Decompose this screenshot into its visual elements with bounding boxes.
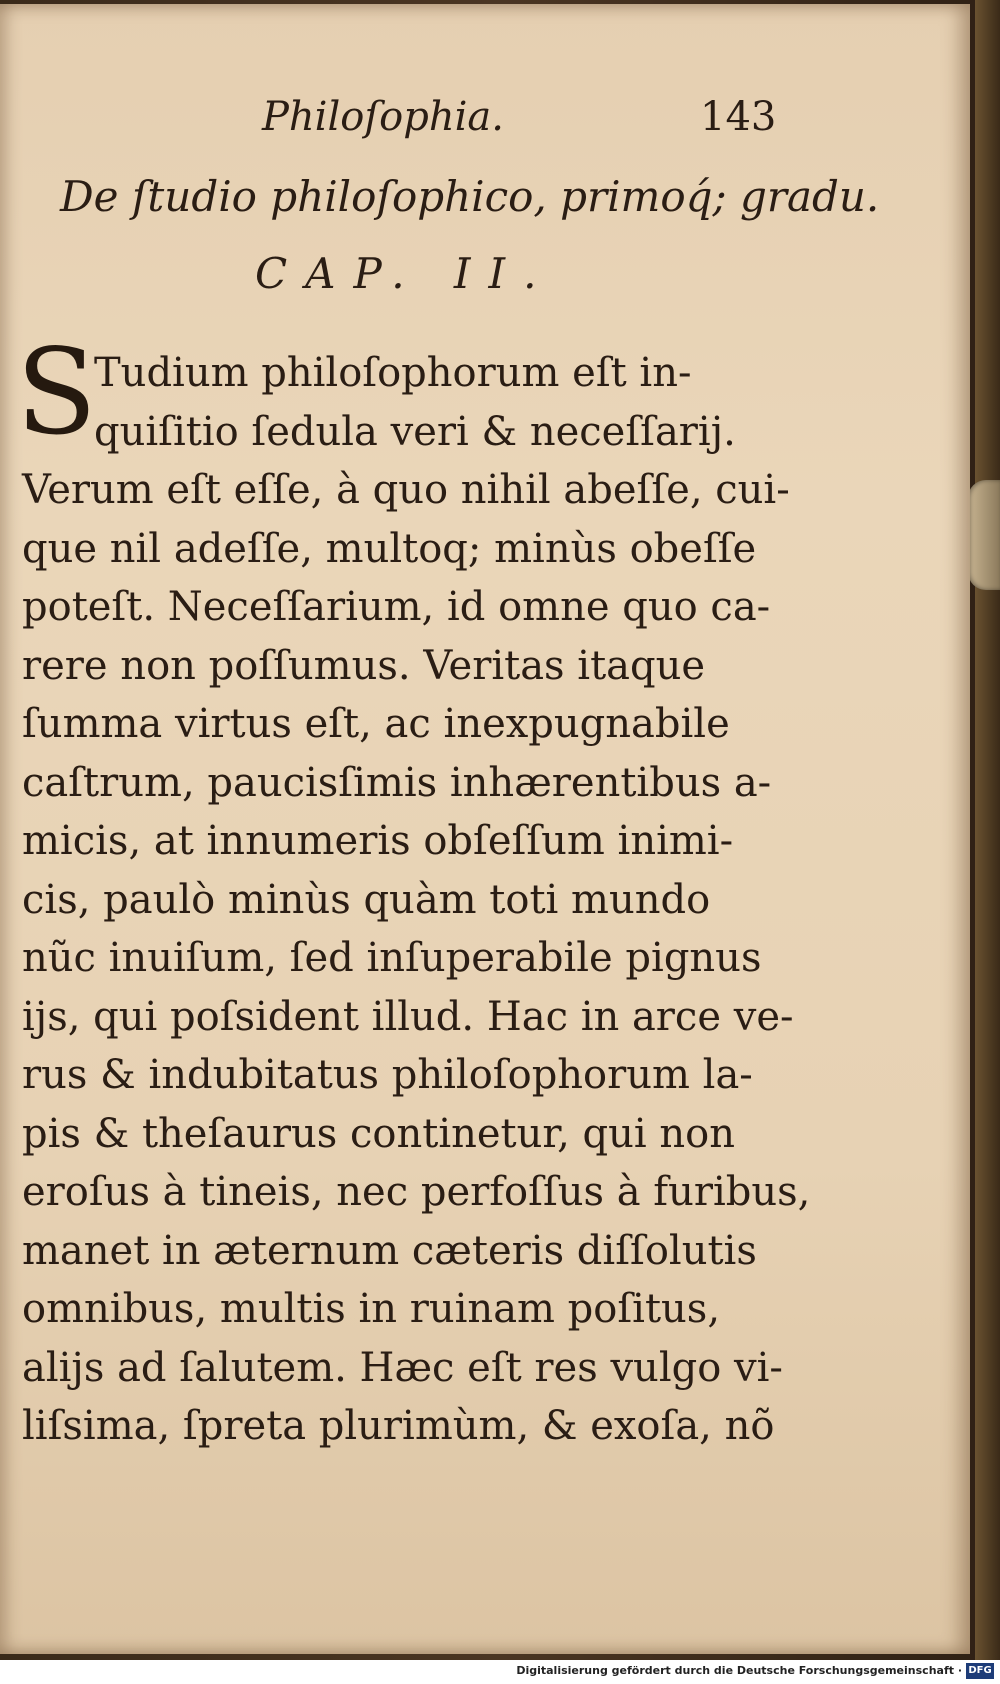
running-head-title: Philoſophia. <box>262 94 504 140</box>
text-line: manet in æternum cæteris diſſolutis <box>22 1227 757 1274</box>
body-text <box>22 344 811 1456</box>
text-line: caſtrum, paucisſimis inhærentibus a- <box>22 759 772 806</box>
section-title: De ſtudio philoſophico, primoq́; gradu. <box>60 172 880 221</box>
running-head <box>0 94 970 154</box>
chapter-heading: CAP. II. <box>255 249 555 298</box>
text-line: pis & theſaurus continetur, qui non <box>22 1110 736 1157</box>
text-line: cis, paulò minùs quàm toti mundo <box>22 876 711 923</box>
dfg-logo: DFG <box>966 1663 994 1679</box>
book-page <box>0 4 970 1654</box>
text-line: alijs ad ſalutem. Hæc eſt res vulgo vi- <box>22 1344 783 1391</box>
book-edge <box>975 0 1000 1660</box>
drop-cap: S <box>16 323 97 461</box>
text-line: liſsima, ſpreta plurimùm, & exoſa, nõ <box>22 1403 775 1449</box>
page-number: 143 <box>700 94 777 140</box>
footer-credit: Digitalisierung gefördert durch die Deutsche Forschungsgemeinschaft · <box>516 1664 962 1677</box>
text-line: poteſt. Neceſſarium, id omne quo ca- <box>22 584 771 630</box>
text-line: omnibus, multis in ruinam poſitus, <box>22 1286 721 1332</box>
digitization-footer <box>0 1660 1000 1684</box>
text-line: rus & indubitatus philoſophorum la- <box>22 1052 753 1098</box>
book-clasp <box>968 480 1000 590</box>
text-line: micis, at innumeris obſeſſum inimi- <box>22 818 734 864</box>
text-line: nũc inuiſum, ſed inſuperabile pignus <box>22 935 762 981</box>
text-line: quiſitio ſedula veri & neceſſarij. <box>94 408 736 455</box>
text-line: Tudium philoſophorum eſt in- <box>94 350 692 396</box>
text-line: ſumma virtus eſt, ac inexpugnabile <box>22 701 730 747</box>
text-line: rere non poſſumus. Veritas itaque <box>22 642 706 689</box>
text-line: eroſus à tineis, nec perfoſſus à furibus, <box>22 1169 811 1215</box>
text-line: ijs, qui poſsident illud. Hac in arce ve- <box>22 993 794 1040</box>
text-line: que nil adeſſe, multoq; minùs obeſſe <box>22 525 757 572</box>
text-line: Verum eſt eſſe, à quo nihil abeſſe, cui- <box>22 467 790 513</box>
